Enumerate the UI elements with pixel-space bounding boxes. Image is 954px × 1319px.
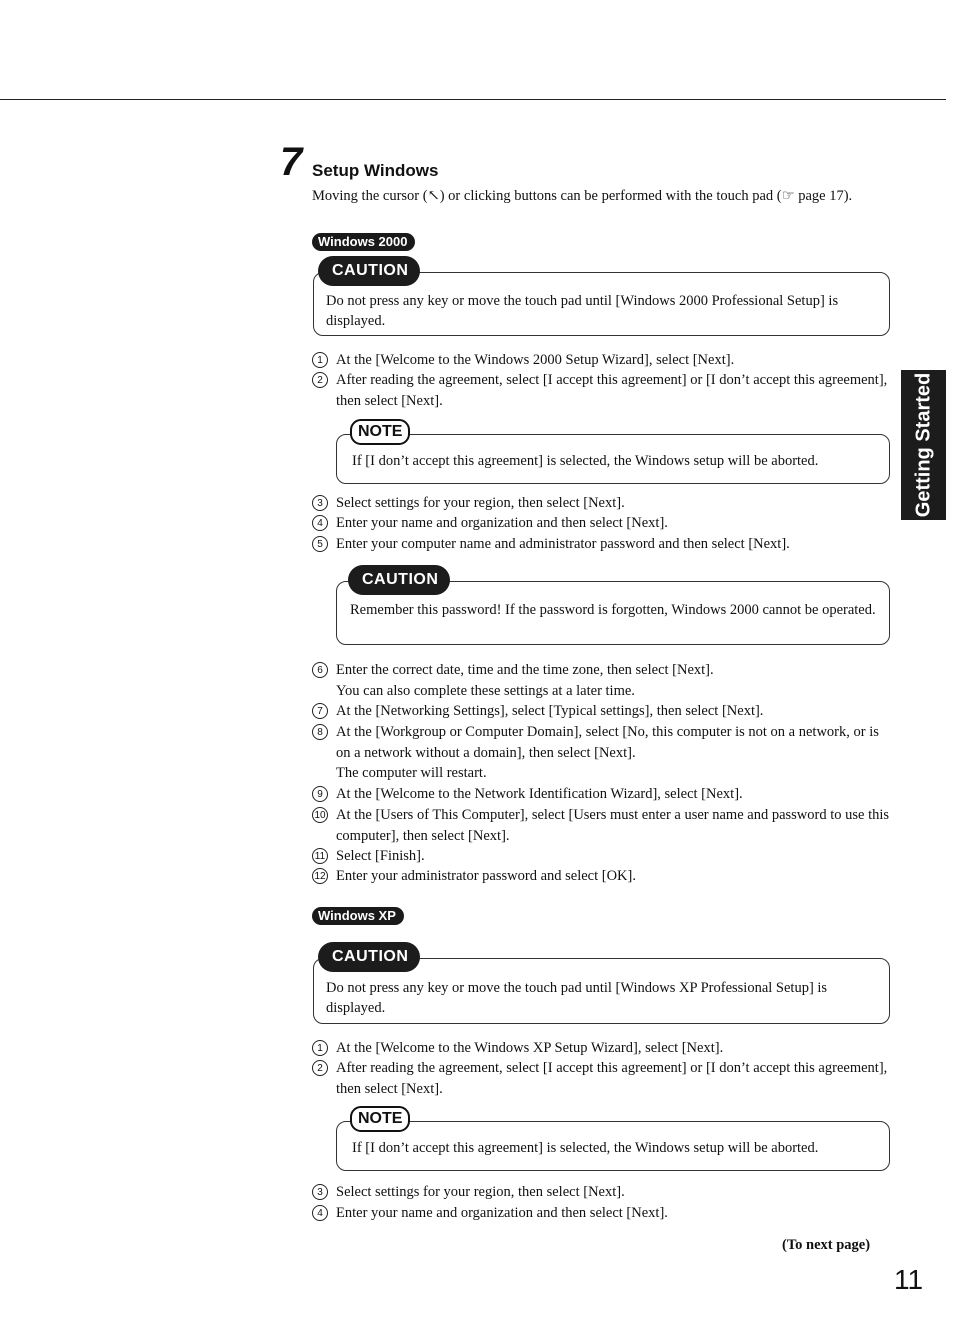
step-circle-number: 5 bbox=[312, 536, 328, 552]
step-text: At the [Workgroup or Computer Domain], select [No, this computer is not on a network, or is on a network without a domain], then select [Next]. bbox=[336, 724, 879, 761]
list-item bbox=[312, 805, 892, 846]
caution-label-3: CAUTION bbox=[318, 942, 420, 972]
step-text: At the [Welcome to the Windows 2000 Setup Wizard], select [Next]. bbox=[336, 352, 735, 368]
list-item bbox=[312, 1203, 892, 1224]
step-circle-number: 12 bbox=[312, 868, 328, 884]
step-circle-number: 1 bbox=[312, 352, 328, 368]
step-text: Select [Finish]. bbox=[336, 848, 425, 864]
step-text: Select settings for your region, then select [Next]. bbox=[336, 495, 625, 511]
step-text: Enter the correct date, time and the time zone, then select [Next]. bbox=[336, 662, 714, 678]
note-text-2: If [I don’t accept this agreement] is selected, the Windows setup will be aborted. bbox=[352, 1140, 819, 1156]
page-number: 11 bbox=[894, 1264, 924, 1295]
step-text: At the [Users of This Computer], select [Users must enter a user name and password to use this computer], then select [Next]. bbox=[336, 807, 890, 844]
step-text: Enter your name and organization and then select [Next]. bbox=[336, 515, 668, 531]
list-item bbox=[312, 1182, 892, 1203]
list-item bbox=[312, 722, 892, 784]
list-item bbox=[312, 784, 892, 805]
intro-text: Moving the cursor (↖) or clicking buttons can be performed with the touch pad (☞ page 17). bbox=[312, 188, 853, 204]
step-circle-number: 10 bbox=[312, 807, 328, 823]
step-circle-number: 8 bbox=[312, 724, 328, 740]
side-tab bbox=[901, 370, 946, 520]
list-item bbox=[312, 370, 892, 411]
step-title: Setup Windows bbox=[312, 161, 439, 180]
step-number: 7 bbox=[280, 140, 303, 184]
list-item bbox=[312, 866, 892, 887]
caution-label-2: CAUTION bbox=[348, 565, 450, 595]
note-label-2: NOTE bbox=[350, 1106, 410, 1132]
caution-text-2: Remember this password! If the password is forgotten, Windows 2000 cannot be operated. bbox=[350, 602, 876, 618]
list-item bbox=[312, 493, 892, 514]
list-item bbox=[312, 701, 892, 722]
step-circle-number: 3 bbox=[312, 1184, 328, 1200]
side-tab-label: Getting Started bbox=[912, 372, 934, 518]
step-text: Enter your name and organization and then select [Next]. bbox=[336, 1205, 668, 1221]
step-circle-number: 4 bbox=[312, 1205, 328, 1221]
step-text: Enter your computer name and administrator password and then select [Next]. bbox=[336, 536, 790, 552]
windows-xp-badge: Windows XP bbox=[312, 907, 404, 925]
step-circle-number: 6 bbox=[312, 662, 328, 678]
list-item bbox=[312, 846, 892, 867]
step-subtext: You can also complete these settings at a later time. bbox=[336, 682, 635, 699]
step-circle-number: 1 bbox=[312, 1040, 328, 1056]
list-item bbox=[312, 513, 892, 534]
list-item bbox=[312, 1058, 892, 1099]
step-circle-number: 3 bbox=[312, 495, 328, 511]
step-circle-number: 11 bbox=[312, 848, 328, 864]
caution-text-1: Do not press any key or move the touch pad until [Windows 2000 Professional Setup] is displayed. bbox=[326, 293, 839, 329]
step-text: After reading the agreement, select [I accept this agreement] or [I don’t accept this agreement], then select [Next]. bbox=[336, 372, 888, 409]
step-circle-number: 2 bbox=[312, 1060, 328, 1076]
step-circle-number: 9 bbox=[312, 786, 328, 802]
step-circle-number: 7 bbox=[312, 703, 328, 719]
step-subtext: The computer will restart. bbox=[336, 765, 487, 781]
note-label-1: NOTE bbox=[350, 419, 410, 445]
step-text: At the [Welcome to the Network Identification Wizard], select [Next]. bbox=[336, 786, 743, 802]
step-text: At the [Networking Settings], select [Typical settings], then select [Next]. bbox=[336, 703, 764, 719]
step-text: Enter your administrator password and select [OK]. bbox=[336, 868, 636, 884]
list-item bbox=[312, 660, 892, 701]
windows-2000-badge: Windows 2000 bbox=[312, 233, 415, 251]
caution-label-1: CAUTION bbox=[318, 256, 420, 286]
list-item bbox=[312, 350, 892, 371]
step-text: After reading the agreement, select [I accept this agreement] or [I don’t accept this agreement], then select [Next]. bbox=[336, 1060, 888, 1097]
note-text-1: If [I don’t accept this agreement] is selected, the Windows setup will be aborted. bbox=[352, 453, 819, 469]
step-text: At the [Welcome to the Windows XP Setup Wizard], select [Next]. bbox=[336, 1040, 724, 1056]
step-text: Select settings for your region, then select [Next]. bbox=[336, 1184, 625, 1200]
list-item bbox=[312, 534, 892, 555]
step-circle-number: 4 bbox=[312, 515, 328, 531]
top-rule bbox=[0, 99, 946, 100]
step-circle-number: 2 bbox=[312, 372, 328, 388]
caution-text-3: Do not press any key or move the touch pad until [Windows XP Professional Setup] is displayed. bbox=[326, 980, 828, 1016]
to-next-page: (To next page) bbox=[782, 1237, 871, 1253]
list-item bbox=[312, 1038, 892, 1059]
